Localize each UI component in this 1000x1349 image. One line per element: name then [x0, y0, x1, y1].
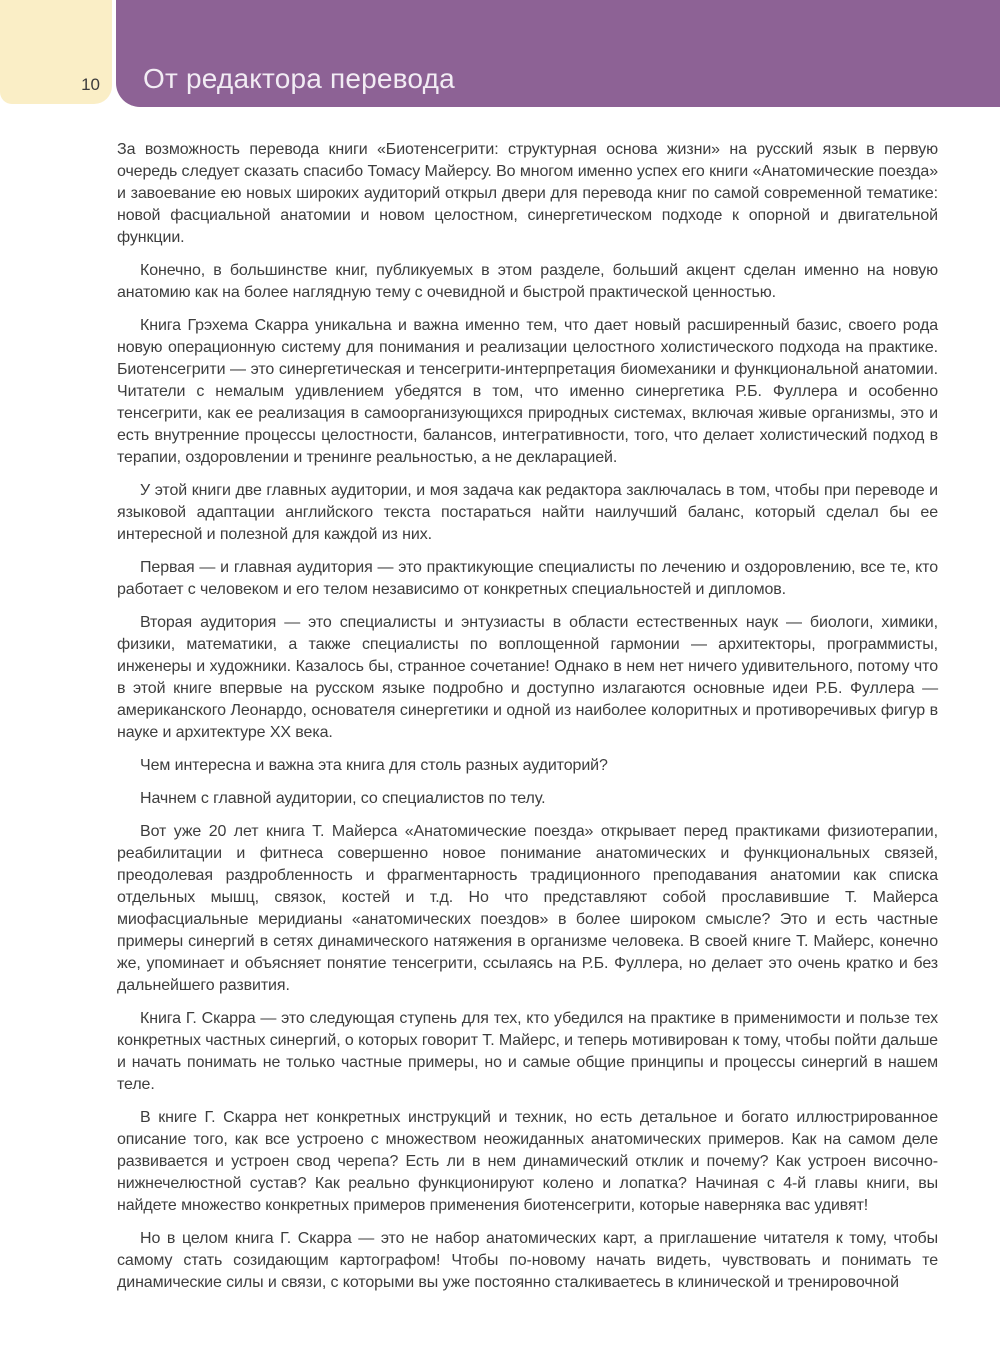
paragraph: Книга Г. Скарра — это следующая ступень для тех, кто убедился на практике в применимости и пользе тех конкретных частных синергий, о которых говорит Т. Майерс, и теперь мотивирован к тому, чтобы пойти дальше и начать понимать не только частные примеры, но и самые общие принципы и процессы синергий в нашем теле. — [117, 1010, 938, 1093]
paragraph: За возможность перевода книги «Биотенсегрити: структурная основа жизни» на русский язык в первую очередь следует сказать спасибо Томасу Майерсу. Во многом именно успех его книги «Анатомические поезда» и завоевание ею новых широких аудиторий открыл двери для перевода книг по самой современной тематике: новой фасциальной анатомии и новом целостном, синергетическом подходе к опорной и двигательной функции. — [117, 141, 938, 246]
paragraph: Книга Грэхема Скарра уникальна и важна именно тем, что дает новый расширенный базис, своего рода новую операционную систему для понимания и реализации целостного холистического подхода на практике. Биотенсегрити — это синергетическая и тенсегрити-интерпретация биомеханики и функциональной анатомии. Читатели с немалым удивлением убедятся в том, что именно синергетика Р.Б. Фуллера и особенно тенсегрити, как ее реализация в самоорганизующихся природных системах, включая живые организмы, это и есть внутренние процессы целостности, балансов, интегративности, того, что делает холистический подход в терапии, оздоровлении и тренинге реальностью, а не декларацией. — [117, 317, 938, 466]
chapter-title: От редактора перевода — [143, 63, 455, 94]
paragraph: У этой книги две главных аудитории, и моя задача как редактора заключалась в том, чтобы при переводе и языковой адаптации английского текста постараться найти наилучший баланс, который сделал бы ее интересной и полезной для каждой из них. — [117, 482, 938, 543]
paragraph: Начнем с главной аудитории, со специалистов по телу. — [140, 790, 546, 807]
paragraph: Чем интересна и важна эта книга для столь разных аудиторий? — [140, 757, 608, 774]
body-text — [117, 139, 938, 1294]
paragraph: Вот уже 20 лет книга Т. Майерса «Анатомические поезда» открывает перед практиками физиотерапии, реабилитации и фитнеса совершенно новое понимание анатомических и функциональных связей, преодолевая раздробленность и фрагментарность традиционного преподавания анатомии как списка отдельных мышц, связок, костей и т.д. Но что представляют собой прославившие Т. Майерса миофасциальные меридианы «анатомических поездов» в более широком смысле? Это и есть частные примеры синергий в сетях динамического натяжения в организме человека. В своей книге Т. Майерс, конечно же, упоминает и объясняет понятие тенсегрити, ссылаясь на Р.Б. Фуллера, но делает это очень кратко и без дальнейшего развития. — [117, 823, 938, 994]
chapter-title-bar — [116, 0, 1000, 107]
paragraph: Конечно, в большинстве книг, публикуемых в этом разделе, больший акцент сделан именно на новую анатомию как на более наглядную тему с очевидной и быстрой практической ценностью. — [117, 262, 938, 301]
paragraph: В книге Г. Скарра нет конкретных инструкций и техник, но есть детальное и богато иллюстрированное описание того, как все устроено с множеством неожиданных анатомических примеров. Как на самом деле развивается и устроен свод черепа? Есть ли в нем динамический отклик и почему? Как устроен височно-нижнечелюстной сустав? Как реально функционируют колено и лопатка? Начиная с 4-й главы книги, вы найдете множество конкретных примеров применения биотенсегрити, которые наверняка вас удивят! — [117, 1109, 938, 1214]
page-header — [0, 0, 1000, 107]
page-number: 10 — [81, 75, 100, 94]
paragraph: Но в целом книга Г. Скарра — это не набор анатомических карт, а приглашение читателя к тому, чтобы самому стать созидающим картографом! Чтобы по-новому начать видеть, чувствовать и понимать те динамические силы и связи, с которыми вы уже постоянно сталкиваетесь в клинической и тренировочной — [117, 1230, 938, 1291]
page-number-tab — [0, 0, 112, 104]
paragraph: Первая — и главная аудитория — это практикующие специалисты по лечению и оздоровлению, все те, кто работает с человеком и его телом независимо от конкретных специальностей и дипломов. — [117, 559, 938, 598]
paragraph: Вторая аудитория — это специалисты и энтузиасты в области естественных наук — биологи, химики, физики, математики, а также специалисты по воплощенной гармонии — архитекторы, программисты, инженеры и художники. Казалось бы, странное сочетание! Однако в нем нет ничего удивительного, потому что в этой книге впервые на русском языке подробно и доступно излагаются основные идеи Р.Б. Фуллера — американского Леонардо, основателя синергетики и одной из наиболее колоритных и противоречивых фигур в науке и архитектуре XX века. — [117, 614, 938, 741]
